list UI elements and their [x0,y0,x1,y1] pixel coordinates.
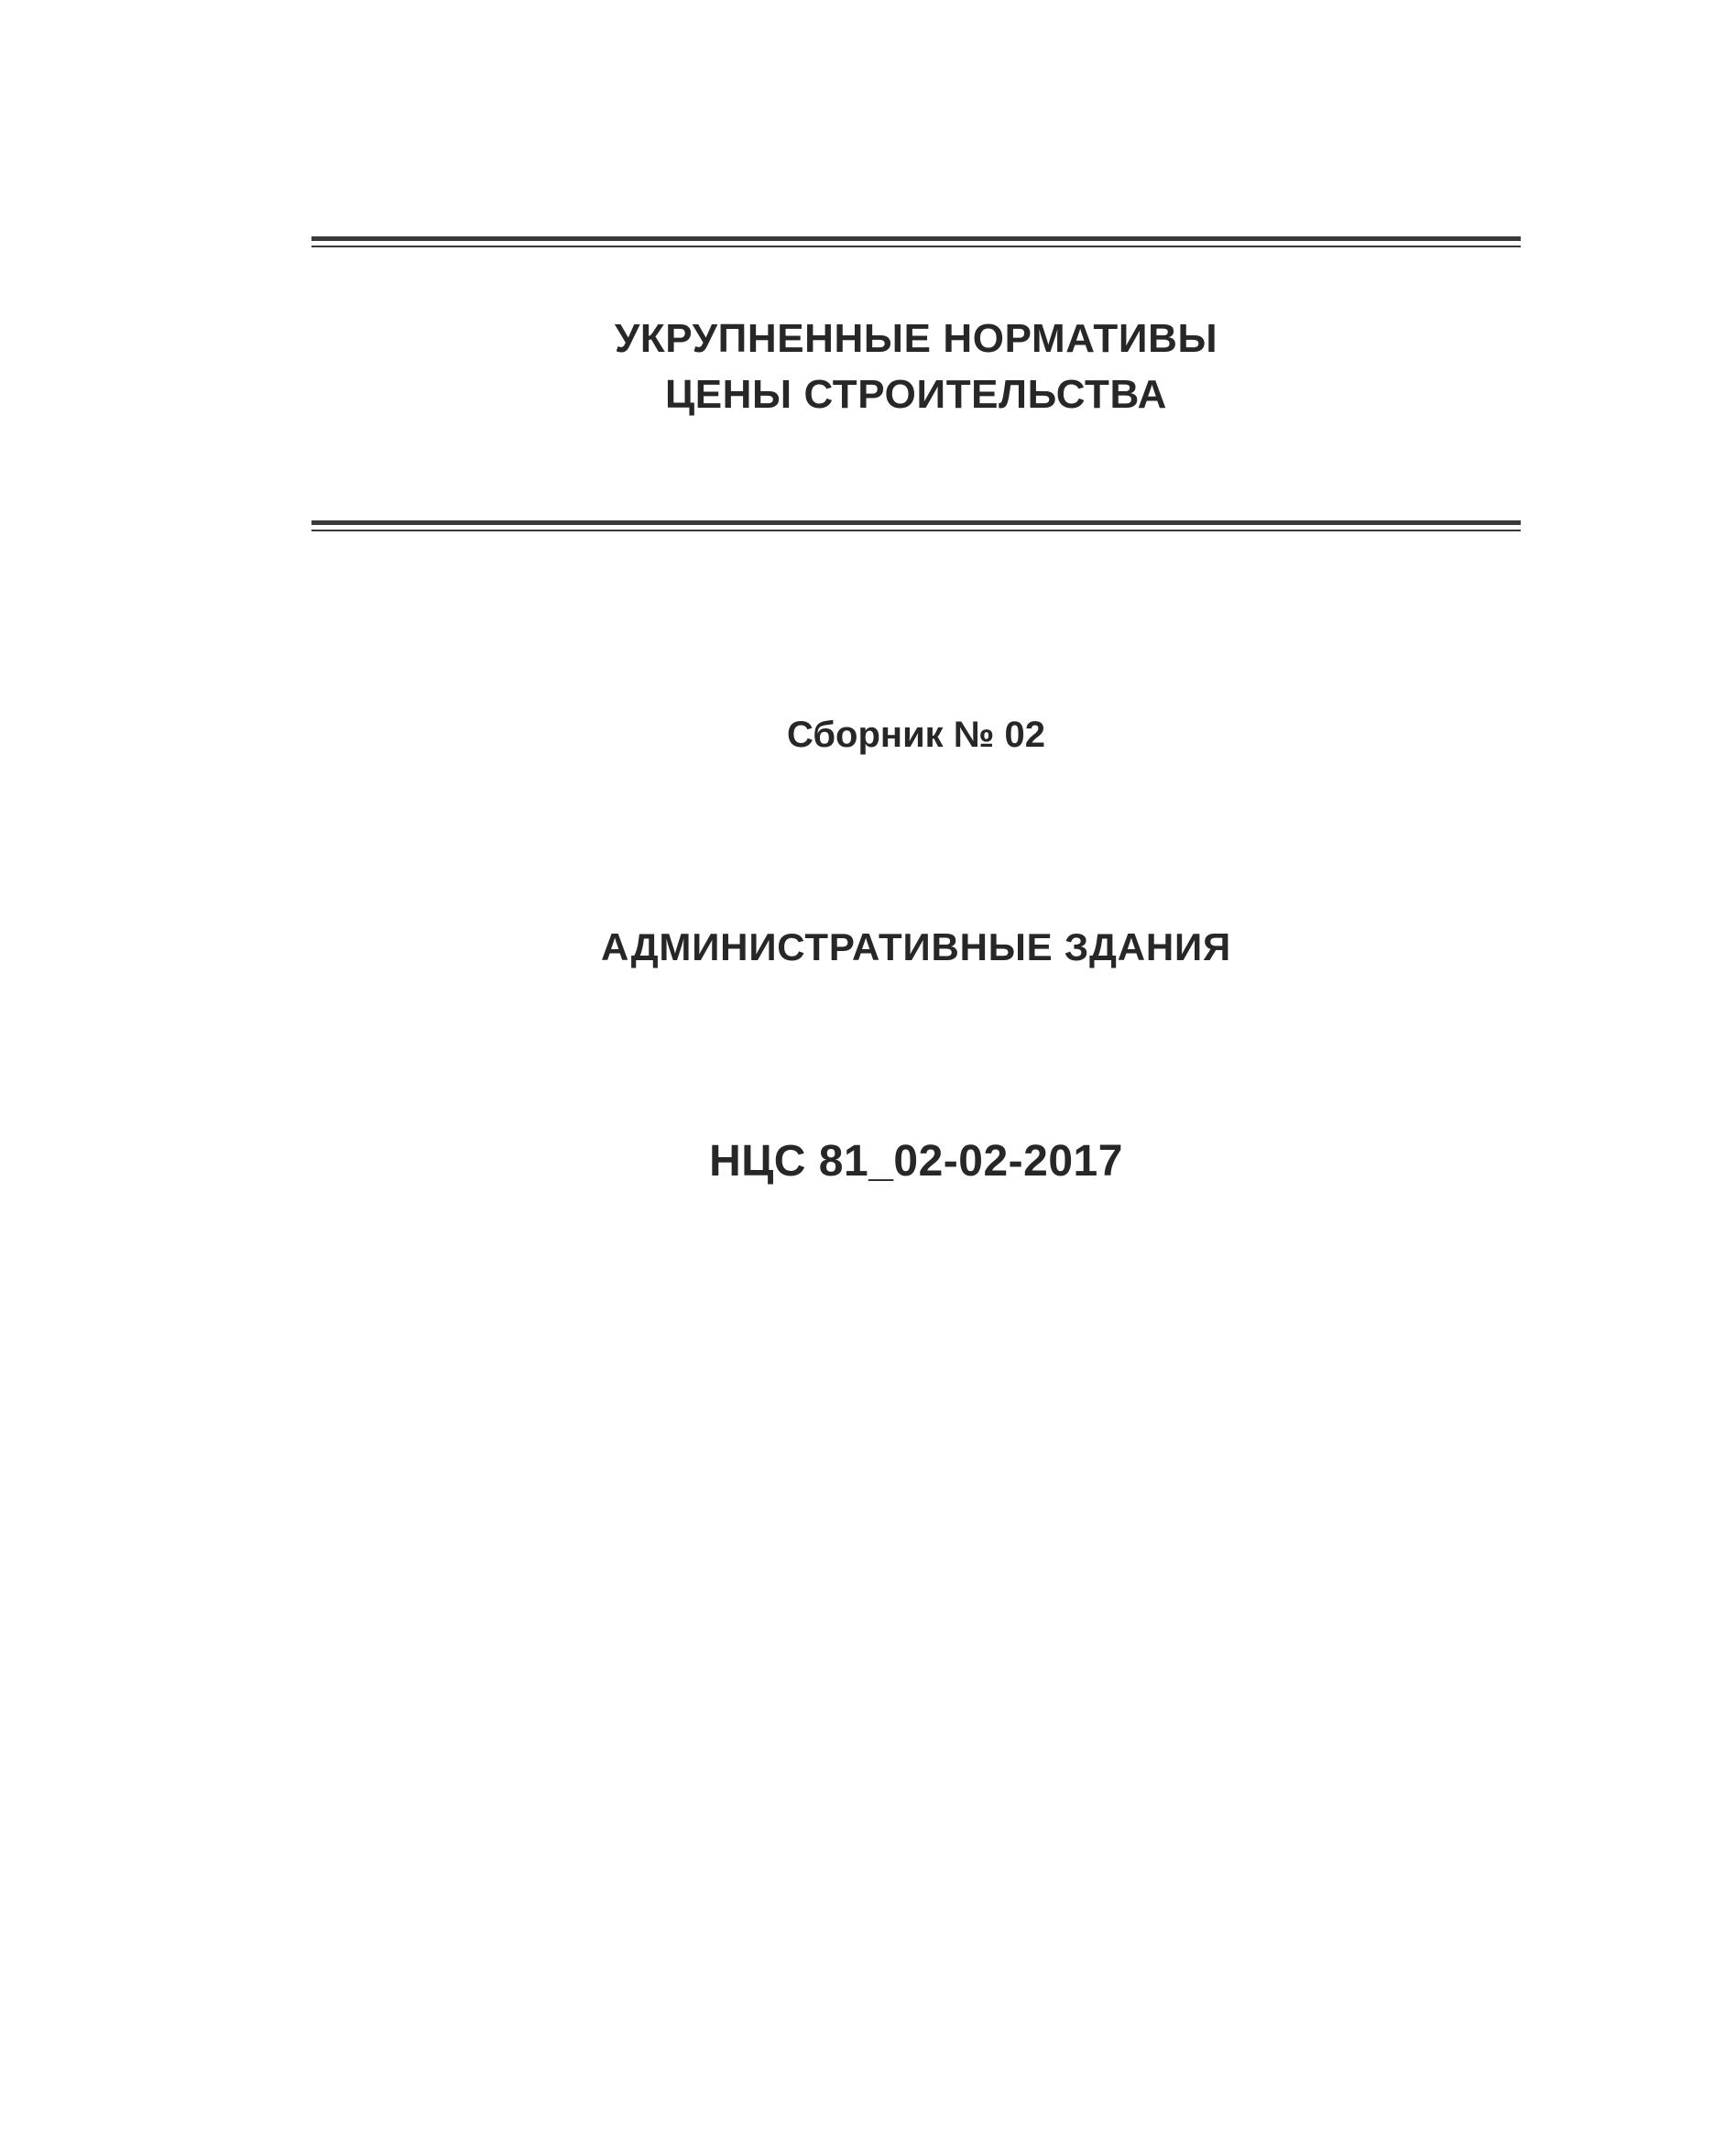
page-title-line-2: ЦЕНЫ СТРОИТЕЛЬСТВА [664,371,1168,417]
document-code: НЦС 81_02-02-2017 [709,1137,1123,1186]
bottom-rule-group [311,520,1521,531]
title-page-content [311,0,1521,2143]
rule-thick-lower [311,520,1521,525]
top-rule-group [311,236,1521,247]
rule-thick-upper [311,236,1521,241]
rule-thin-upper [311,246,1521,247]
page-title-line-1: УКРУПНЕННЫЕ НОРМАТИВЫ [614,316,1218,361]
rule-thin-lower [311,530,1521,531]
collection-number: Сборник № 02 [786,715,1045,755]
page-title [311,312,1521,422]
document-subject: АДМИНИСТРАТИВНЫЕ ЗДАНИЯ [601,925,1231,968]
